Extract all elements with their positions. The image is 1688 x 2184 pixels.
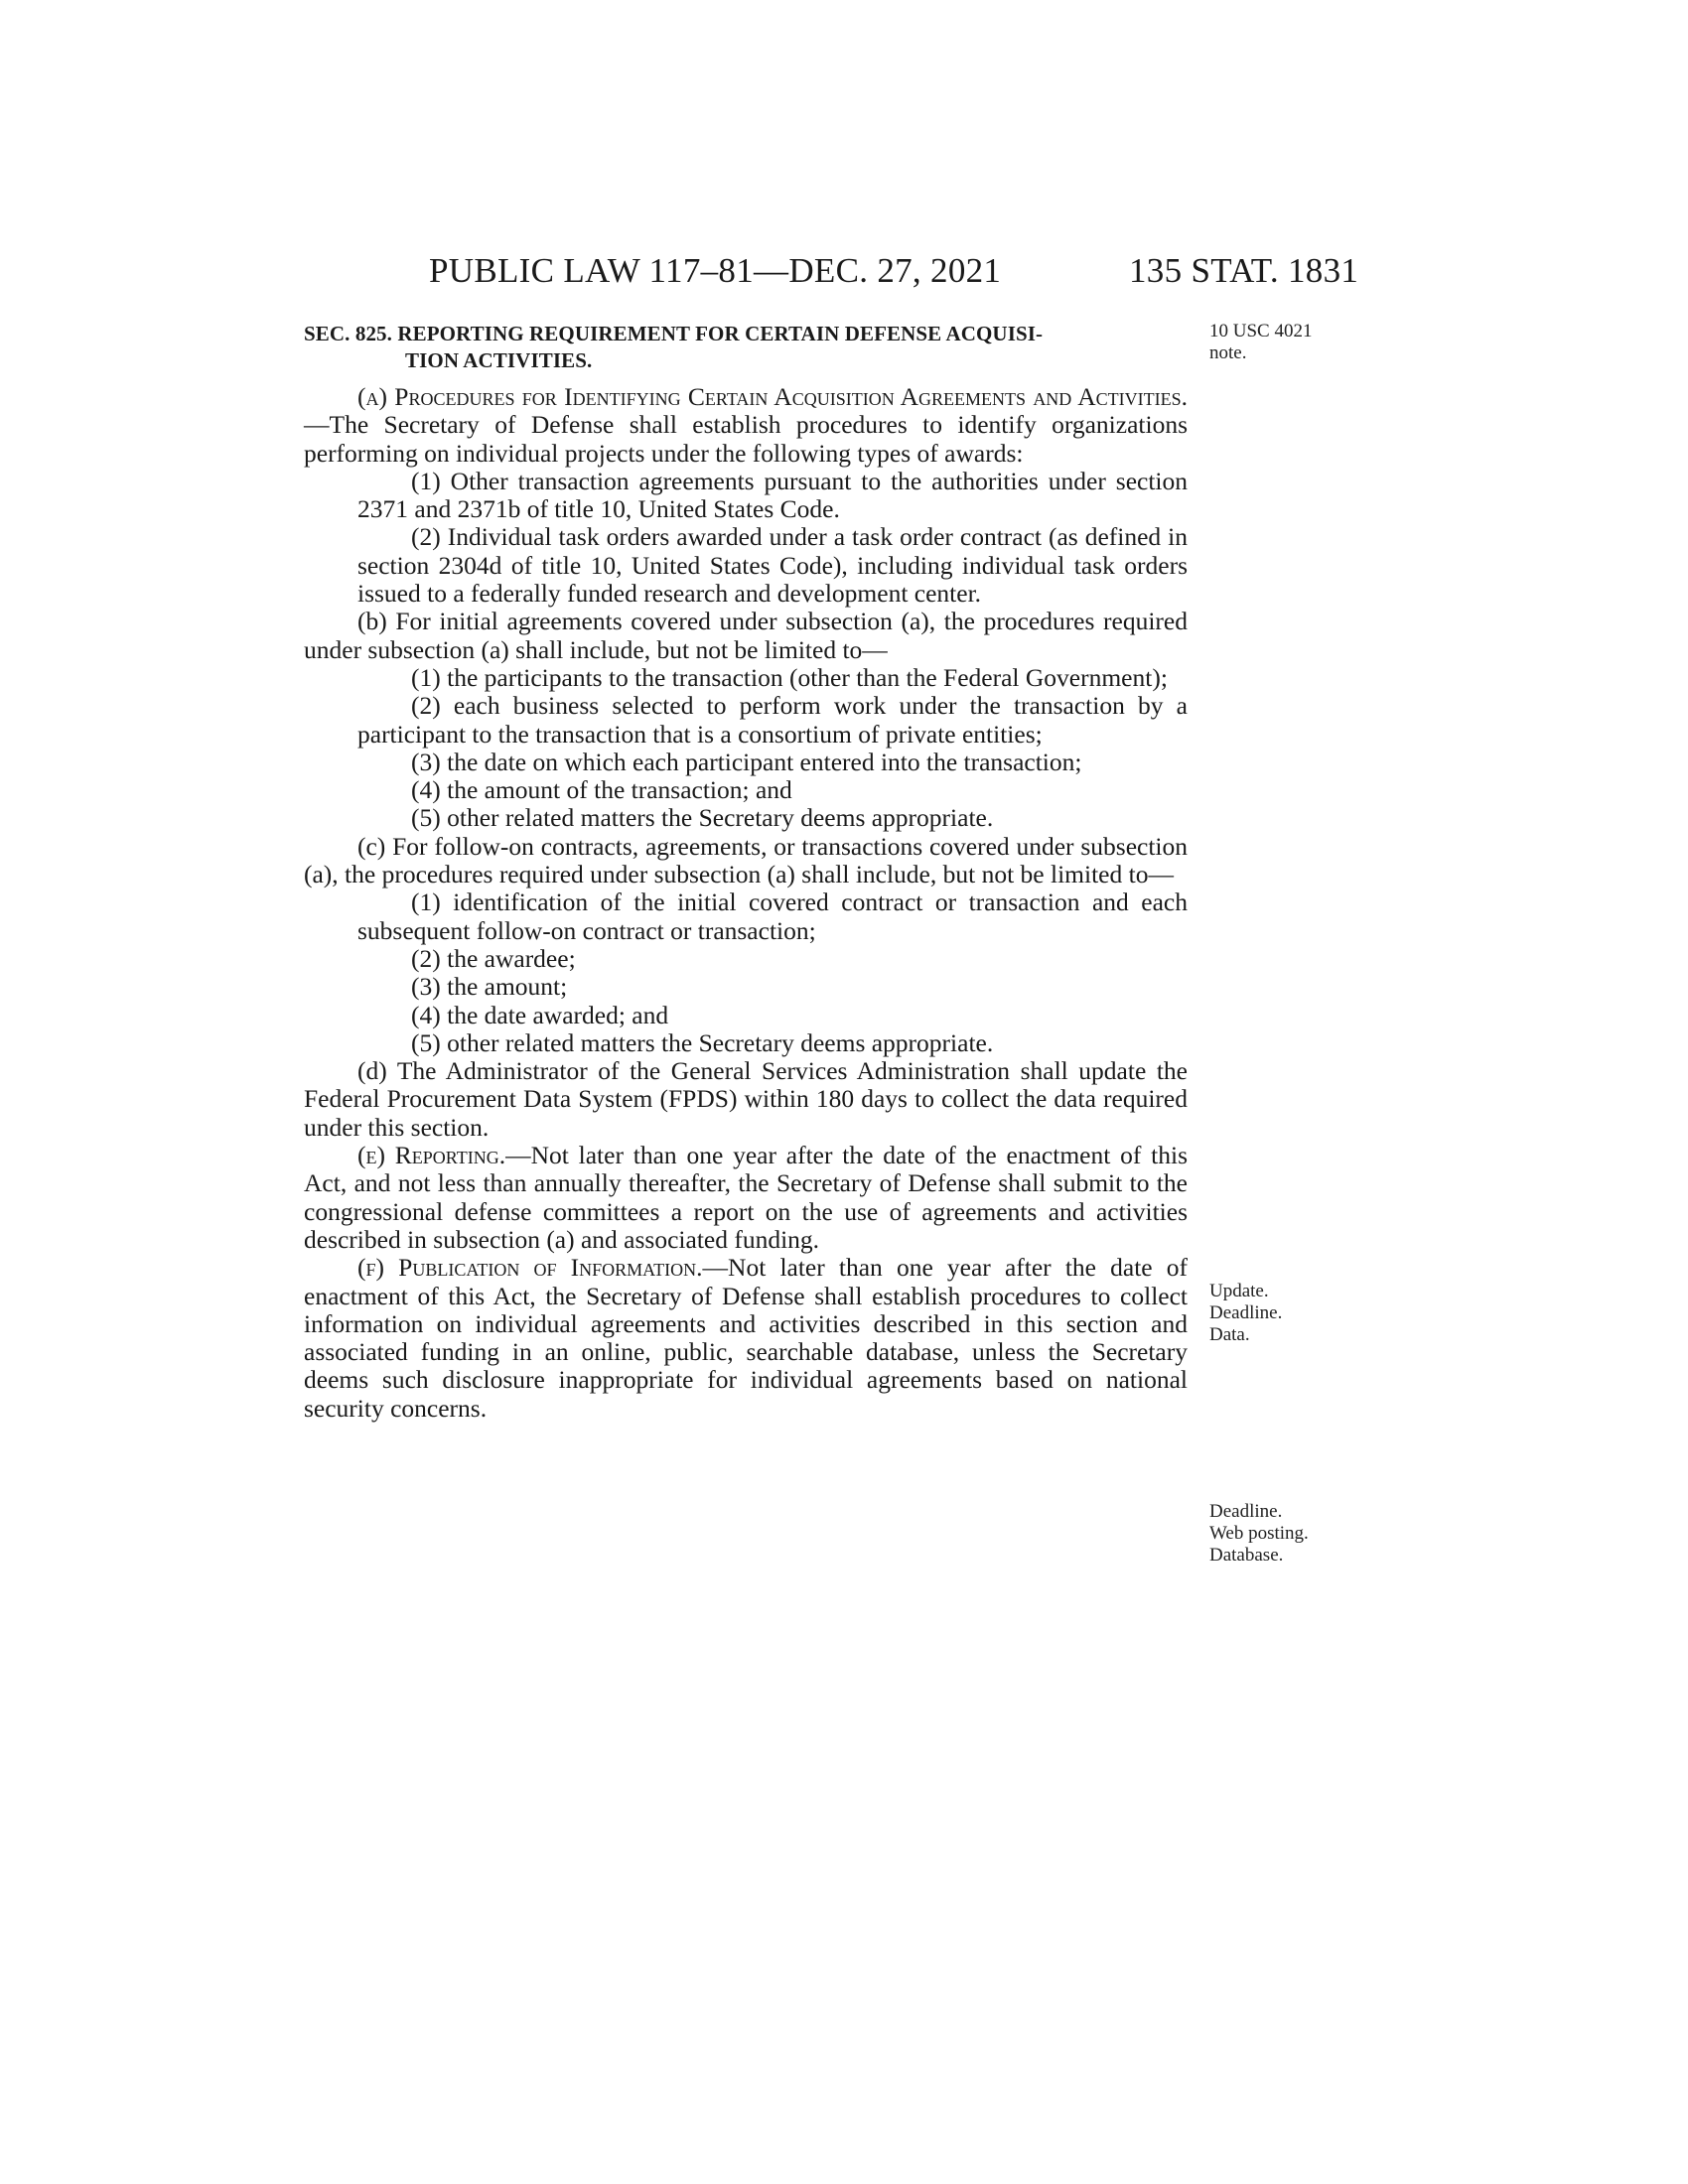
subsection-e (304, 1142, 1188, 1254)
paragraph-b3: (3) the date on which each participant entered into the transaction; (411, 747, 1082, 776)
running-header-title: PUBLIC LAW 117–81—DEC. 27, 2021 (429, 251, 1002, 290)
margin-note-line: Update. (1209, 1281, 1269, 1301)
paragraph-c3: (3) the amount; (411, 972, 568, 1002)
subsection-a-text: —The Secretary of Defense shall establish procedures to identify organizations performing on individual projects under the following types of awards: (304, 410, 1188, 468)
paragraph-a2: (2) Individual task orders awarded under a task order contract (as defined in section 2304d of title 10, United States Code), including individual task orders issued to a federally funded research and development center. (357, 522, 1188, 609)
margin-note-line: Deadline. (1209, 1501, 1283, 1522)
margin-note-line: Deadline. (1209, 1302, 1283, 1323)
paragraph-c1: (1) identification of the initial covered contract or transaction and each subsequent follow-on contract or transaction; (357, 887, 1188, 945)
subsection-e-text: —Not later than one year after the date of the enactment of this Act, and not less than annually thereafter, the Secretary of Defense shall submit to the congressional defense committees a report on the use of agreements and activities described in subsection (a) and associated funding. (304, 1141, 1189, 1254)
paragraph-c4: (4) the date awarded; and (411, 1000, 669, 1029)
subsection-d: (d) The Administrator of the General Services Administration shall update the Federal Procurement Data System (FPDS) within 180 days to collect the data required under this section. (304, 1056, 1188, 1142)
margin-note-line: Web posting. (1209, 1523, 1309, 1544)
paragraph-b5: (5) other related matters the Secretary deems appropriate. (411, 803, 994, 833)
margin-note-usc (1209, 321, 1348, 364)
section-heading-line-2: TION ACTIVITIES. (405, 348, 593, 372)
margin-note-line: Data. (1209, 1324, 1250, 1345)
subsection-f-text: —Not later than one year after the date of enactment of this Act, the Secretary of Defense shall establish procedures to collect information on individual agreements and activities described in this section and associated funding in an online, public, searchable database, unless the Secretary deems such disclosure inappropriate for individual agreements based on national security concerns. (304, 1253, 1188, 1423)
paragraph-a1: (1) Other transaction agreements pursuant to the authorities under section 2371 and 2371b of title 10, United States Code. (357, 466, 1188, 524)
subsection-e-heading: (e) Reporting. (357, 1141, 506, 1170)
margin-note-line: note. (1209, 342, 1247, 363)
subsection-a-heading: (a) Procedures for Identifying Certain Acquisition Agreements and Activities. (357, 382, 1188, 411)
paragraph-b1: (1) the participants to the transaction (other than the Federal Government); (411, 662, 1168, 692)
subsection-c: (c) For follow-on contracts, agreements, or transactions covered under subsection (a), the procedures required under subsection (a) shall include, but not be limited to— (304, 831, 1188, 889)
page-number: 135 STAT. 1831 (1129, 251, 1359, 290)
statute-body (304, 383, 1188, 1423)
margin-note-subsection-f (1209, 1501, 1348, 1567)
paragraph-b2: (2) each business selected to perform work under the transaction by a participant to the transaction that is a consortium of private entities; (357, 691, 1188, 749)
margin-note-line: Database. (1209, 1545, 1284, 1566)
subsection-a (304, 383, 1188, 468)
section-heading (304, 321, 1188, 374)
subsection-f (304, 1254, 1188, 1423)
margin-note-subsection-d (1209, 1281, 1348, 1346)
subsection-b: (b) For initial agreements covered under subsection (a), the procedures required under subsection (a) shall include, but not be limited to— (304, 607, 1188, 664)
paragraph-c2: (2) the awardee; (411, 943, 576, 973)
paragraph-c5: (5) other related matters the Secretary deems appropriate. (411, 1027, 994, 1057)
margin-note-line: 10 USC 4021 (1209, 321, 1313, 341)
subsection-f-heading: (f) Publication of Information. (357, 1253, 703, 1283)
section-heading-line-1: SEC. 825. REPORTING REQUIREMENT FOR CERTAIN DEFENSE ACQUISI- (304, 322, 1044, 345)
paragraph-b4: (4) the amount of the transaction; and (411, 775, 792, 805)
